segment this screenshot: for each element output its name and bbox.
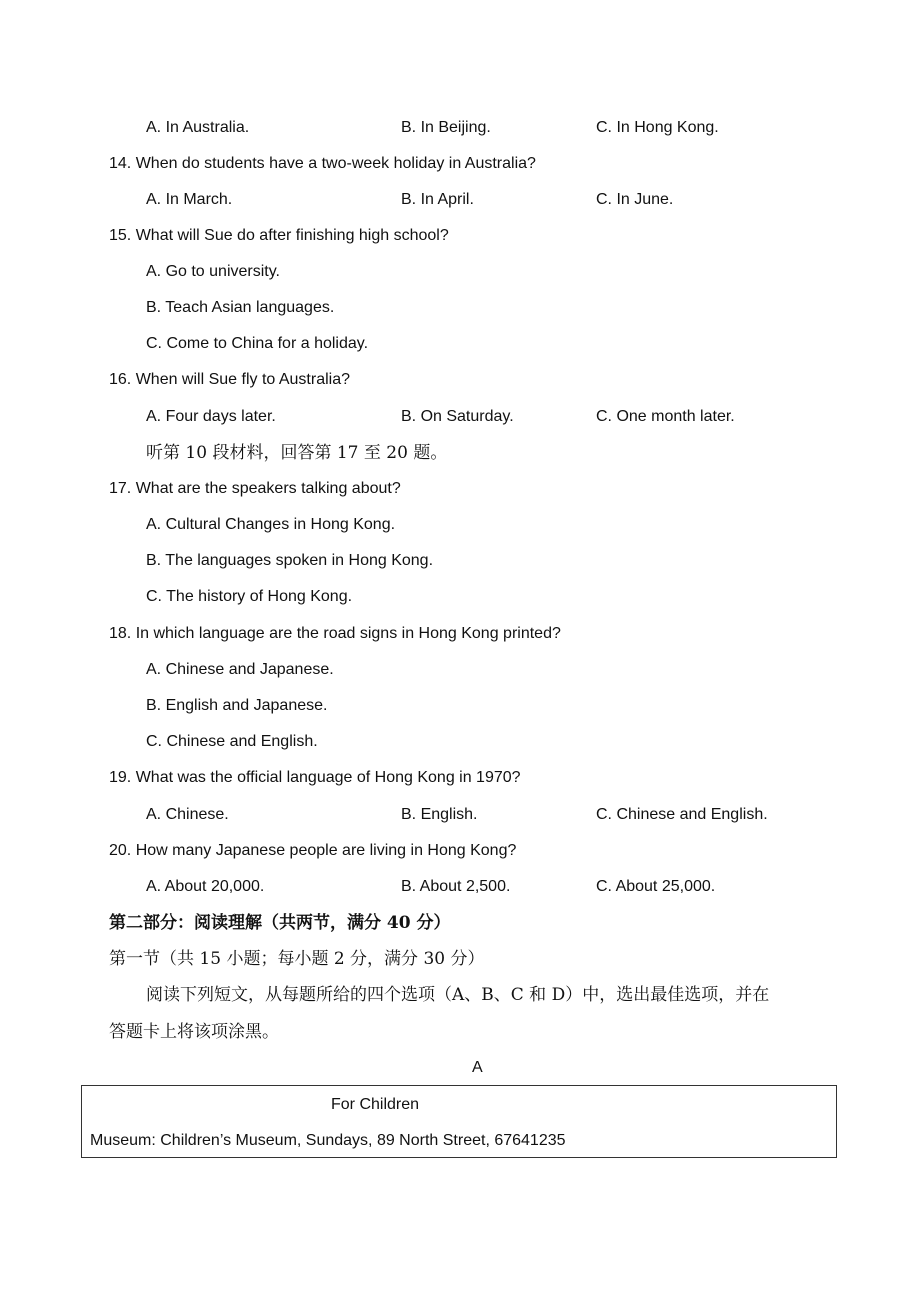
q15-option-c: C. Come to China for a holiday.	[146, 335, 369, 352]
part2-heading: 第二部分：阅读理解（共两节，满分 40 分）	[109, 913, 451, 933]
box-title: For Children	[331, 1096, 420, 1113]
q15-option-b: B. Teach Asian languages.	[146, 299, 335, 316]
q16-option-c: C. One month later.	[596, 408, 735, 425]
listening-instruction: 听第 10 段材料，回答第 17 至 20 题。	[146, 443, 448, 463]
q18-option-a: A. Chinese and Japanese.	[146, 661, 334, 678]
q19-question: 19. What was the official language of Hong Kong in 1970?	[109, 769, 521, 786]
q16-question: 16. When will Sue fly to Australia?	[109, 371, 351, 388]
q17-option-b: B. The languages spoken in Hong Kong.	[146, 552, 434, 569]
q15-question: 15. What will Sue do after finishing high school?	[109, 227, 449, 244]
q18-option-b: B. English and Japanese.	[146, 697, 328, 714]
q14-option-b: B. In April.	[401, 191, 474, 208]
q14-option-c: C. In June.	[596, 191, 674, 208]
q19-option-c: C. Chinese and English.	[596, 806, 768, 823]
q13-option-c: C. In Hong Kong.	[596, 119, 719, 136]
q14-question: 14. When do students have a two-week holiday in Australia?	[109, 155, 536, 172]
passage-label: A	[472, 1059, 483, 1076]
q20-option-c: C. About 25,000.	[596, 878, 716, 895]
q19-option-b: B. English.	[401, 806, 478, 823]
q18-question: 18. In which language are the road signs in Hong Kong printed?	[109, 625, 561, 642]
q20-option-b: B. About 2,500.	[401, 878, 511, 895]
q15-option-a: A. Go to university.	[146, 263, 280, 280]
q16-option-a: A. Four days later.	[146, 408, 276, 425]
section1-heading: 第一节（共 15 小题；每小题 2 分，满分 30 分）	[109, 949, 485, 969]
box-museum-line: Museum: Children’s Museum, Sundays, 89 North Street, 67641235	[90, 1132, 566, 1149]
q19-option-a: A. Chinese.	[146, 806, 229, 823]
q13-option-b: B. In Beijing.	[401, 119, 491, 136]
q14-option-a: A. In March.	[146, 191, 233, 208]
q17-question: 17. What are the speakers talking about?	[109, 480, 401, 497]
q18-option-c: C. Chinese and English.	[146, 733, 318, 750]
q20-option-a: A. About 20,000.	[146, 878, 265, 895]
q17-option-c: C. The history of Hong Kong.	[146, 588, 353, 605]
reading-instruction-line2: 答题卡上将该项涂黑。	[109, 1022, 279, 1042]
q13-option-a: A. In Australia.	[146, 119, 250, 136]
q20-question: 20. How many Japanese people are living in Hong Kong?	[109, 842, 517, 859]
reading-instruction-line1: 阅读下列短文，从每题所给的四个选项（A、B、C 和 D）中，选出最佳选项，并在	[146, 985, 770, 1005]
q17-option-a: A. Cultural Changes in Hong Kong.	[146, 516, 396, 533]
q16-option-b: B. On Saturday.	[401, 408, 514, 425]
